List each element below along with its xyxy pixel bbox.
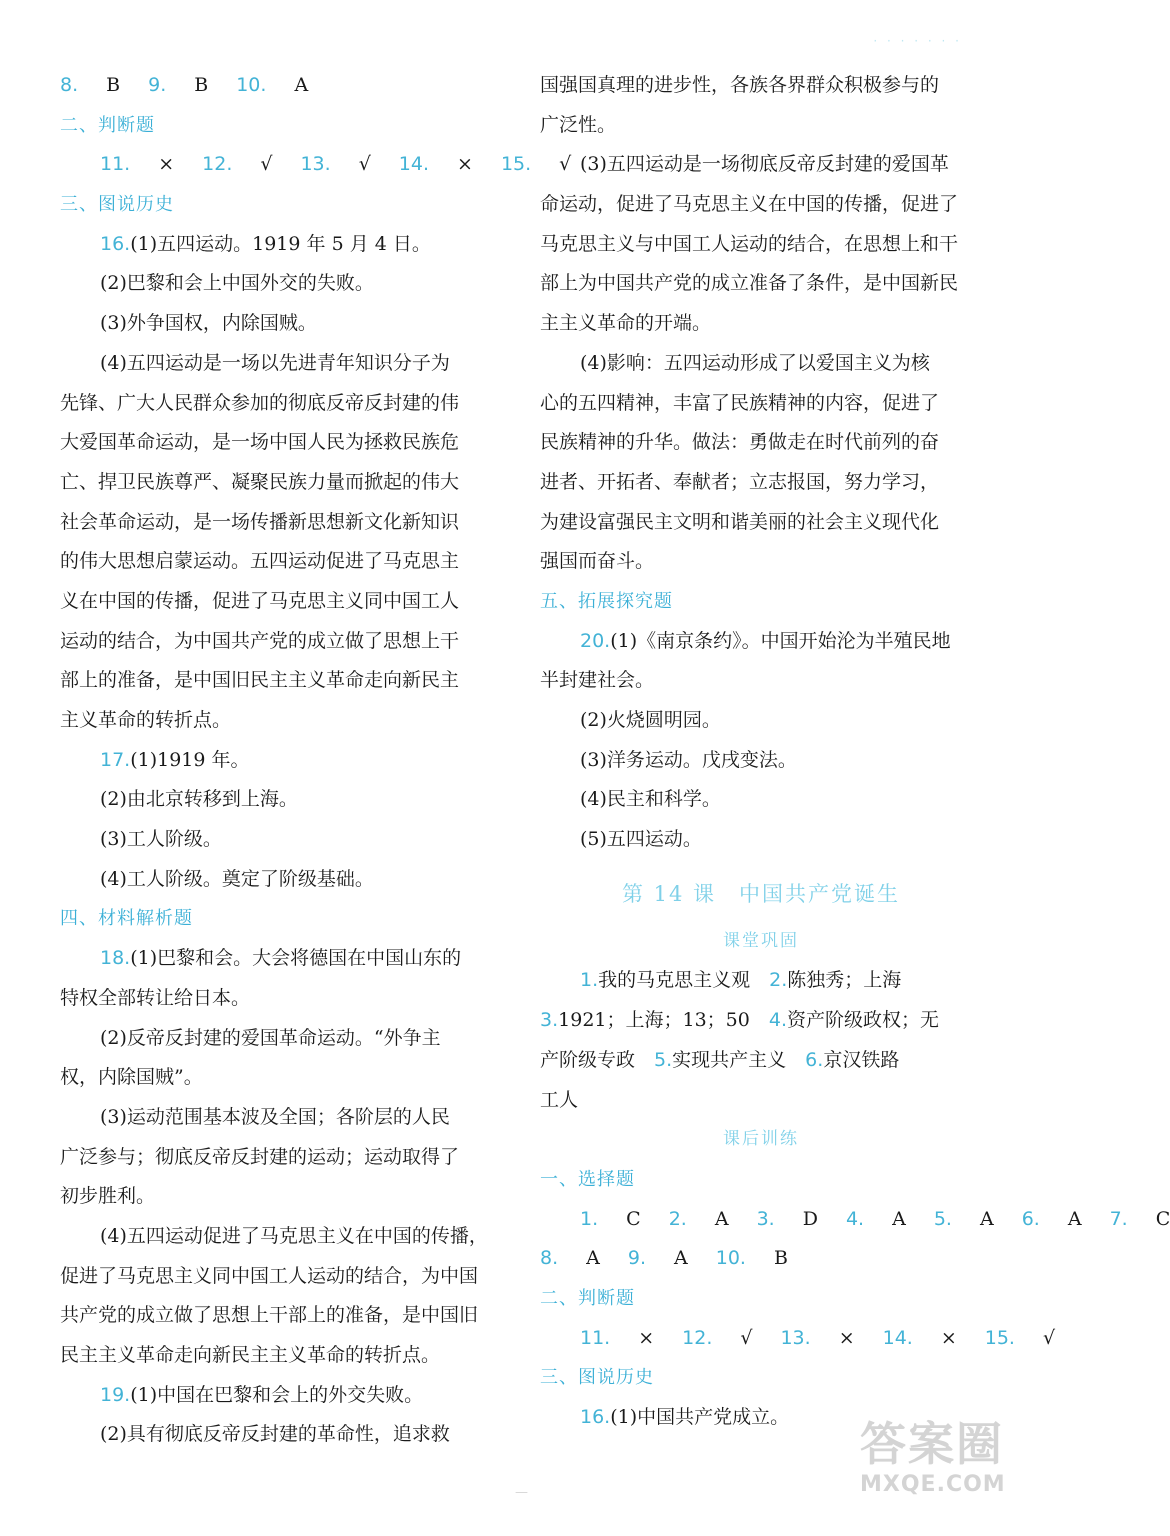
text-line [540, 1041, 982, 1081]
line-text: 主义革命的转折点。 [60, 709, 232, 731]
line-text: 命运动，促进了马克思主义在中国的传播，促进了 [540, 193, 959, 216]
question-number: 15. [984, 1326, 1015, 1349]
question-number: 17. [100, 748, 131, 771]
question-number: 14. [882, 1326, 913, 1349]
question-number: 13. [300, 153, 331, 176]
section-heading: 三、图说历史 [60, 194, 174, 216]
question-number: 7. [1109, 1207, 1128, 1230]
line-text: 特权全部转让给日本。 [60, 986, 251, 1009]
text-line [540, 384, 982, 424]
question-number: 15. [500, 153, 532, 176]
line-text: (1)1919 年。 [130, 748, 250, 771]
line-text: (4)影响：五四运动形成了以爱国主义为核 [580, 351, 930, 374]
question-number: 3. [756, 1207, 775, 1230]
section-heading: 四、材料解析题 [60, 908, 193, 930]
section-heading: 三、图说历史 [540, 1367, 654, 1389]
line-text: (4)五四运动是一场以先进青年知识分子为 [100, 351, 450, 374]
question-number: 4. [768, 1009, 787, 1032]
answer-text: 京汉铁路 [823, 1048, 900, 1071]
answer-text: 陈独秀；上海 [787, 969, 902, 992]
answer-item [540, 1247, 600, 1269]
answer-value: B [773, 1247, 788, 1270]
line-text: 马克思主义与中国工人运动的结合，在思想上和干 [540, 232, 959, 255]
line-text: 主主义革命的开端。 [540, 312, 712, 335]
line-text: (2)反帝反封建的爱国革命运动。“外争主 [100, 1026, 441, 1049]
text-line [60, 701, 502, 741]
line-text: 促进了马克思主义同中国工人运动的结合，为中国 [60, 1264, 479, 1287]
line-text: (5)五四运动。 [580, 828, 702, 851]
line-text: 民主主义革命走向新民主主义革命的转折点。 [60, 1344, 441, 1366]
answer-value: A [586, 1247, 600, 1270]
answer-value: B [194, 74, 209, 96]
text-line [540, 264, 982, 304]
answer-item [669, 1208, 729, 1230]
question-number: 9. [627, 1247, 647, 1270]
question-number: 16. [580, 1406, 611, 1428]
answer-item [1110, 1208, 1170, 1230]
text-line [60, 741, 502, 781]
answer-item [716, 1247, 788, 1269]
text-line [540, 961, 982, 1001]
line-text: 义在中国的传播，促进了马克思主义同中国工人 [60, 589, 460, 612]
line-text: 亡、捍卫民族尊严、凝聚民族力量而掀起的伟大 [60, 470, 460, 493]
question-number: 16. [100, 232, 131, 255]
text-line [540, 503, 982, 543]
question-number: 8. [540, 1247, 559, 1270]
answer-text: 我的马克思主义观 [598, 969, 770, 992]
text-line [540, 304, 982, 344]
answer-text: 1921；上海；13；50 [558, 1009, 769, 1032]
answer-item [236, 74, 308, 96]
answer-value: √ [740, 1326, 753, 1349]
answer-item [202, 153, 272, 175]
question-number: 9. [148, 74, 167, 96]
line-text: 社会革命运动，是一场传播新思想新文化新知识 [60, 510, 460, 533]
text-line [60, 860, 502, 900]
question-number: 19. [100, 1383, 131, 1406]
text-line [60, 939, 502, 979]
question-number: 10. [236, 74, 267, 96]
left-column [60, 66, 572, 1455]
line-text: 的伟大思想启蒙运动。五四运动促进了马克思主 [60, 550, 460, 573]
right-column [540, 66, 1170, 1438]
text-line [60, 1217, 502, 1257]
section-heading: 二、判断题 [540, 1287, 635, 1309]
answer-value: A [714, 1207, 729, 1230]
answer-item [399, 153, 473, 175]
text-line [540, 542, 982, 582]
answer-value: √ [559, 153, 572, 176]
line-text: (3)洋务运动。戊戌变法。 [580, 748, 797, 771]
line-text: 工人 [540, 1088, 579, 1111]
line-text: 共产党的成立做了思想上干部上的准备，是中国旧 [60, 1304, 479, 1327]
answer-row [540, 1239, 982, 1279]
line-text: (1)巴黎和会。大会将德国在中国山东的 [130, 947, 462, 970]
text-line [540, 622, 982, 662]
question-number: 5. [933, 1207, 952, 1230]
text-line [540, 66, 982, 106]
answer-value: A [674, 1247, 688, 1270]
answer-item [985, 1327, 1055, 1349]
text-line [540, 780, 982, 820]
question-number: 6. [1021, 1207, 1040, 1230]
text-line [60, 1336, 502, 1376]
answer-value: A [294, 74, 309, 96]
text-line [60, 503, 502, 543]
watermark-url: MXQE.COM [860, 1472, 1006, 1497]
answer-item [682, 1327, 752, 1349]
question-number: 1. [580, 969, 599, 992]
answer-text: 资产阶级政权；无 [787, 1009, 940, 1032]
line-text: 广泛性。 [540, 113, 617, 136]
answer-item [1022, 1208, 1082, 1230]
text-line [60, 1177, 502, 1217]
text-line [540, 225, 982, 265]
line-text: 先锋、广大人民群众参加的彻底反帝反封建的伟 [60, 391, 460, 414]
line-text: (2)具有彻底反帝反封建的革命性，追求救 [100, 1423, 450, 1446]
text-line [60, 780, 502, 820]
answer-value: D [802, 1207, 818, 1230]
line-text: 心的五四精神，丰富了民族精神的内容，促进了 [540, 391, 940, 414]
text-line [60, 1138, 502, 1178]
line-text: 部上的准备，是中国旧民主主义革命走向新民主 [60, 669, 460, 692]
answer-item [883, 1327, 957, 1349]
line-text: (2)火烧圆明园。 [580, 709, 721, 731]
line-text: (1)《南京条约》。中国开始沦为半殖民地 [610, 629, 951, 652]
answer-row [540, 1319, 1056, 1359]
answer-value: A [892, 1207, 906, 1230]
answer-item [846, 1208, 906, 1230]
text-line [60, 264, 502, 304]
line-text: 国强国真理的进步性，各族各界群众积极参与的 [540, 74, 940, 96]
line-text: 半封建社会。 [540, 669, 655, 692]
watermark-text: 答案圈 [860, 1417, 1004, 1471]
line-text: (4)五四运动促进了马克思主义在中国的传播， [100, 1224, 488, 1247]
answer-value: √ [1042, 1326, 1056, 1349]
question-number: 13. [780, 1326, 811, 1349]
answer-value: × [940, 1326, 957, 1349]
line-text: (1)中国共产党成立。 [610, 1406, 790, 1428]
answer-value: × [457, 153, 473, 176]
text-line [540, 661, 982, 701]
answer-value: A [979, 1207, 994, 1230]
text-line [60, 1415, 502, 1455]
question-number: 14. [398, 153, 430, 176]
question-number: 11. [100, 153, 131, 176]
answer-item [934, 1208, 994, 1230]
text-line [540, 820, 982, 860]
line-text: (1)五四运动。1919 年 5 月 4 日。 [130, 232, 431, 255]
answer-item [580, 1327, 654, 1349]
text-line [60, 820, 502, 860]
section-heading: 二、判断题 [60, 114, 155, 136]
header-decoration: · · · · · · · [873, 34, 962, 48]
line-text: 广泛参与；彻底反帝反封建的运动；运动取得了 [60, 1145, 460, 1168]
answer-item [780, 1327, 854, 1349]
question-number: 2. [668, 1207, 687, 1230]
question-number: 12. [682, 1326, 713, 1349]
question-number: 18. [100, 947, 131, 970]
text-line [60, 384, 502, 424]
text-line [540, 741, 982, 781]
lesson-title: 第 14 课 中国共产党诞生 [621, 881, 901, 906]
subsection-title: 课后训练 [723, 1129, 799, 1150]
answer-value: × [638, 1326, 655, 1349]
line-text: (4)工人阶级。奠定了阶级基础。 [100, 867, 374, 890]
answer-row [60, 66, 502, 106]
text-line [60, 1376, 502, 1416]
answer-item [757, 1208, 818, 1230]
text-line [60, 979, 502, 1019]
question-number: 12. [202, 153, 233, 176]
page-number: — [515, 1485, 528, 1500]
text-line [60, 1098, 502, 1138]
question-number: 1. [580, 1207, 599, 1230]
answer-item [580, 1208, 641, 1230]
answer-value: √ [260, 153, 273, 176]
line-text: (3)外争国权，内除国贼。 [100, 312, 317, 335]
text-line [60, 344, 502, 384]
question-number: 10. [715, 1247, 746, 1270]
answer-text: 产阶级专政 [540, 1048, 655, 1071]
answer-text: 实现共产主义 [672, 1048, 806, 1071]
line-text: (3)五四运动是一场彻底反帝反封建的爱国革 [580, 153, 949, 176]
answer-value: × [838, 1326, 855, 1349]
section-heading: 一、选择题 [540, 1168, 635, 1190]
answer-value: A [1067, 1207, 1082, 1230]
line-text: 为建设富强民主文明和谐美丽的社会主义现代化 [540, 510, 940, 533]
line-text: 初步胜利。 [60, 1185, 156, 1208]
text-line [540, 1001, 982, 1041]
text-line [540, 185, 982, 225]
text-line [60, 661, 502, 701]
question-number: 4. [845, 1207, 865, 1230]
text-line [540, 145, 982, 185]
line-text: 运动的结合，为中国共产党的成立做了思想上干 [60, 629, 460, 652]
text-line [540, 1081, 982, 1121]
text-line [60, 225, 502, 265]
text-line [60, 622, 502, 662]
question-number: 3. [540, 1009, 559, 1032]
answer-value: √ [358, 153, 371, 176]
line-text: 强国而奋斗。 [540, 550, 655, 573]
question-number: 11. [580, 1326, 611, 1349]
text-line [60, 1296, 502, 1336]
question-number: 5. [654, 1048, 673, 1071]
line-text: 权，内除国贼”。 [60, 1066, 203, 1089]
line-text: (3)工人阶级。 [100, 828, 222, 851]
line-text: (3)运动范围基本波及全国；各阶层的人民 [100, 1105, 450, 1128]
answer-row [540, 1200, 1170, 1240]
section-heading: 五、拓展探究题 [540, 590, 673, 612]
text-line [60, 582, 502, 622]
text-line [60, 304, 502, 344]
question-number: 20. [580, 629, 611, 652]
line-text: 民族精神的升华。做法：勇做走在时代前列的奋 [540, 431, 940, 454]
answer-value: × [158, 153, 175, 176]
text-line [60, 423, 502, 463]
line-text: (2)由北京转移到上海。 [100, 788, 298, 811]
text-line [60, 1058, 502, 1098]
answer-value: B [106, 74, 121, 96]
text-line [540, 701, 982, 741]
text-line [540, 344, 982, 384]
subsection-title: 课堂巩固 [723, 930, 799, 951]
answer-row [60, 145, 572, 185]
question-number: 8. [60, 74, 79, 96]
line-text: (4)民主和科学。 [580, 788, 721, 811]
watermark-logo [860, 1416, 1030, 1526]
answer-item [100, 153, 174, 175]
answer-item [628, 1247, 688, 1269]
question-number: 6. [805, 1048, 824, 1071]
text-line [540, 463, 982, 503]
answer-item [300, 153, 370, 175]
answer-value: C [1155, 1207, 1170, 1230]
line-text: (1)中国在巴黎和会上的外交失败。 [130, 1383, 424, 1406]
question-number: 2. [769, 969, 788, 992]
answer-item [148, 74, 208, 96]
text-line [540, 423, 982, 463]
text-line [60, 463, 502, 503]
answer-item [60, 74, 120, 96]
line-text: 大爱国革命运动，是一场中国人民为拯救民族危 [60, 431, 460, 454]
text-line [60, 1257, 502, 1297]
line-text: 部上为中国共产党的成立准备了条件，是中国新民 [540, 272, 959, 295]
line-text: (2)巴黎和会上中国外交的失败。 [100, 272, 374, 295]
text-line [60, 1019, 502, 1059]
text-line [540, 106, 982, 146]
line-text: 进者、开拓者、奉献者；立志报国，努力学习， [540, 470, 940, 493]
text-line [60, 542, 502, 582]
answer-value: C [626, 1207, 641, 1230]
